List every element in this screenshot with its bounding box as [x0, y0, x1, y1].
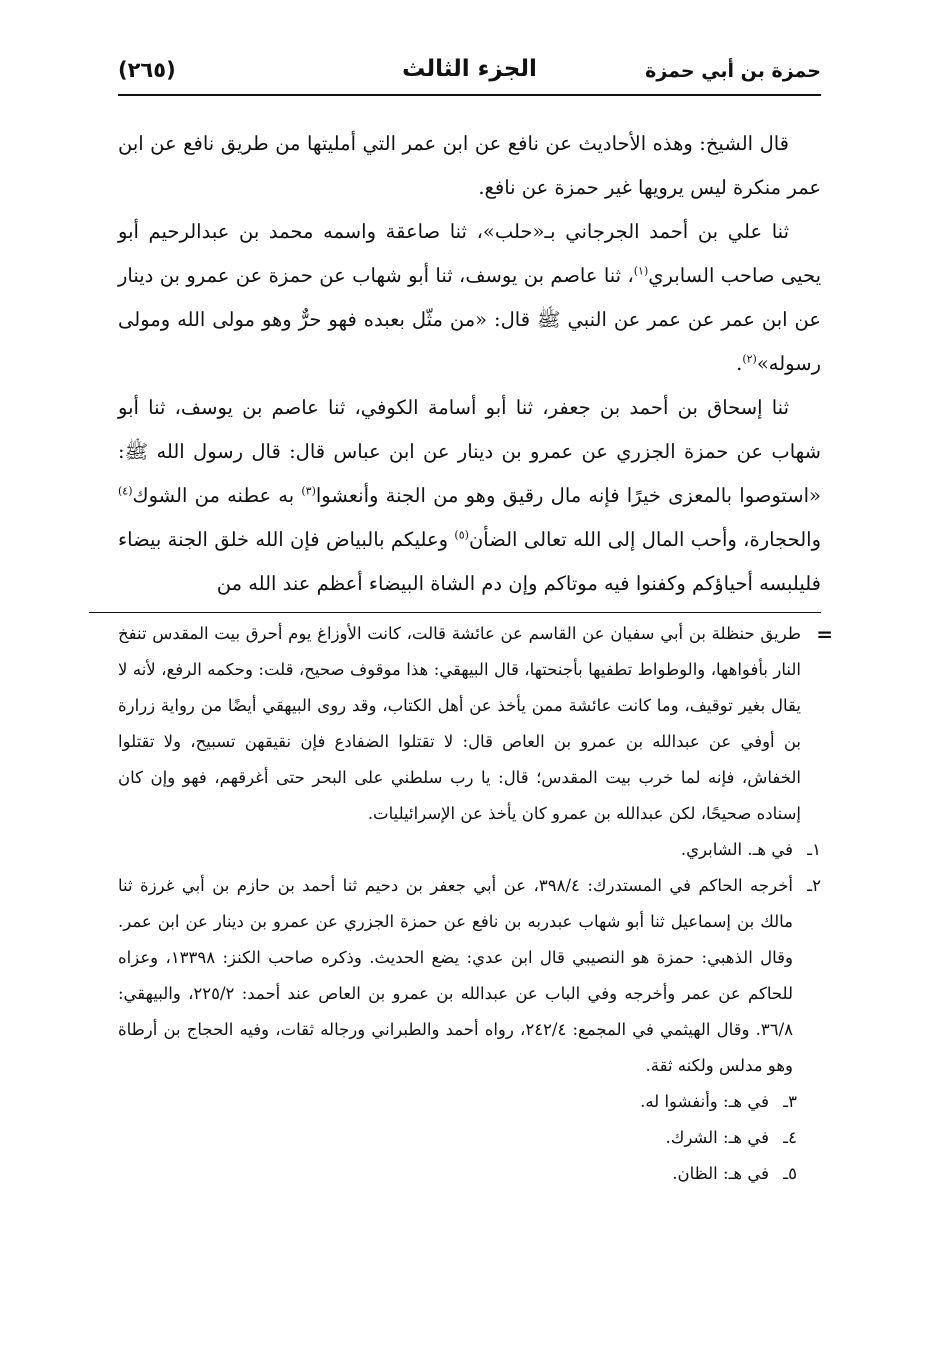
footnote-ref-5[interactable]: (٥) [454, 528, 469, 542]
footnote-5 [118, 1156, 821, 1192]
footnote-ref-3[interactable]: (٣) [301, 484, 316, 498]
footnote-text: في هـ: وأنفشوا له. [640, 1092, 769, 1111]
footnote-text: في هـ: الظان. [672, 1164, 769, 1183]
footnote-number: ١ـ [807, 840, 821, 859]
page-number: (٢٦٥) [118, 58, 176, 82]
part-title: الجزء الثالث [402, 56, 537, 82]
paragraph-3-text-d: وعليكم بالبياض فإن الله خلق الجنة بيضاء فليلبسه أحياؤكم وكفنوا فيه موتاكم وإن دم الشاة البيضاء أعظم عند الله من [118, 528, 821, 595]
paragraph-2 [118, 210, 821, 386]
paragraph-2-text-a: ثنا علي بن أحمد الجرجاني بـ«حلب»، ثنا صاعقة واسمه محمد بن عبدالرحيم أبو يحيى صاحب السابري [118, 220, 821, 287]
footnote-separator [89, 612, 821, 613]
footnote-text: أخرجه الحاكم في المستدرك: ٣٩٨/٤، عن أبي جعفر بن دحيم ثنا أحمد بن حازم بن أبي غرزة ثنا مالك بن إسماعيل ثنا أبو شهاب عبدربه بن نافع عن حمزة الجزري عن عمرو بن دينار عن ابن عمر. وقال الذهبي: حمزة هو النصيبي قال ابن عدي: يضع الحديث. وذكره صاحب الكنز: ١٣٣٩٨، وعزاه للحاكم عن عمر وأخرجه وفي الباب عن عبدالله بن عمرو بن العاص عند أحمد: ٢٢٥/٢، والبيهقي: ٣٦/٨. وقال الهيثمي في المجمع: ٢٤٢/٤، رواه أحمد والطبراني ورجاله ثقات، وفيه الحجاج بن أرطاة وهو مدلس ولكنه ثقة. [118, 876, 793, 1075]
footnote-text: في هـ: الشرك. [665, 1128, 769, 1147]
paragraph-2-text-c: . [736, 352, 743, 375]
paragraph-3-text-a: ثنا إسحاق بن أحمد بن جعفر، ثنا أبو أسامة الكوفي، ثنا عاصم بن يوسف، ثنا أبو شهاب عن حمزة الجزري عن عمرو بن دينار عن ابن عباس قال: قال رسول الله ﷺ: «استوصوا بالمعزى خيرًا فإنه مال رقيق وهو من الجنة وأنعشوا [118, 396, 821, 507]
continuation-mark: = [816, 622, 833, 646]
paragraph-3-text-c: والحجارة، وأحب المال إلى الله تعالى الضأن [468, 528, 822, 551]
footnote-3 [118, 1084, 821, 1120]
footnote-ref-2[interactable]: (٢) [742, 352, 757, 366]
footnote-number: ٣ـ [783, 1092, 797, 1111]
paragraph-3 [118, 386, 821, 606]
footnote-4 [118, 1120, 821, 1156]
footnote-text: في هـ. الشابري. [680, 840, 793, 859]
footnote-number: ٤ـ [783, 1128, 797, 1147]
running-header [118, 52, 821, 94]
paragraph-1: قال الشيخ: وهذه الأحاديث عن نافع عن ابن عمر التي أمليتها من طريق نافع عن ابن عمر منكرة ليس يرويها غير حمزة عن نافع. [118, 132, 821, 199]
footnote-1 [118, 832, 821, 868]
footnote-continuation [118, 616, 833, 832]
footnote-ref-1[interactable]: (١) [633, 264, 649, 278]
footnote-ref-4[interactable]: (٤) [118, 484, 133, 498]
footnote-continuation-text: طريق حنظلة بن أبي سفيان عن القاسم عن عائشة قالت، كانت الأوزاغ يوم أحرق بيت المقدس تنفخ النار بأفواهها، والوطواط تطفيها بأجنحتها، قال البيهقي: هذا موقوف صحيح، قلت: وحكمه الرفع، لأنه لا يقال بغير توقيف، وما كانت عائشة ممن يأخذ عن أهل الكتاب، وقد روى البيهقي أيضًا من رواية زرارة بن أوفي عن عبدالله بن عمرو بن العاص قال: لا تقتلوا الضفادع فإن نقيقهن تسبيح، ولا تقتلوا الخفاش، فإنه لما خرب بيت المقدس؛ قال: يا رب سلطني على البحر حتى أغرقهم، فهو وإن كان إسناده صحيحًا، لكن عبدالله بن عمرو كان يأخذ عن الإسرائيليات. [118, 624, 801, 823]
header-rule [118, 94, 821, 96]
footnotes [118, 616, 833, 1192]
footnote-number: ٥ـ [783, 1164, 797, 1183]
footnote-number: ٢ـ [807, 876, 821, 895]
paragraph-2-text-b: ، ثنا عاصم بن يوسف، ثنا أبو شهاب عن حمزة عن عمرو بن دينار عن ابن عمر عن عمر عن النبي ﷺ قال: «من مثّل بعبده فهو حرٌّ وهو مولى الله ومولى رسوله» [118, 264, 821, 375]
paragraph-3-text-b: به عطنه من الشوك [132, 484, 302, 507]
book-title: حمزة بن أبي حمزة [645, 60, 821, 82]
main-text [118, 122, 821, 606]
footnote-2 [118, 868, 821, 1084]
